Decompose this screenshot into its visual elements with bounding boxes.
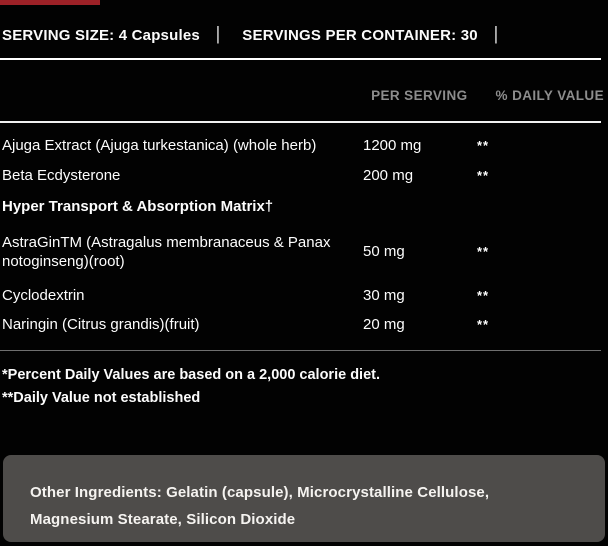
ingredient-daily-value: ** [477,138,490,153]
divider-line [0,58,601,60]
ingredients-table [0,131,608,339]
ingredient-row [0,131,608,161]
ingredient-name: Ajuga Extract (Ajuga turkestanica) (whole herb) [2,137,317,154]
separator-pipe: | [215,24,221,45]
ingredient-daily-value: ** [477,317,490,332]
ingredient-amount: 1200 mg [363,137,422,154]
column-header-row [0,88,608,103]
ingredient-amount: 30 mg [363,287,405,304]
separator-pipe: | [493,24,499,45]
accent-bar [0,0,100,5]
ingredient-name: Beta Ecdysterone [2,167,121,184]
ingredient-row [0,161,608,191]
ingredient-name: Cyclodextrin [2,287,85,304]
ingredient-row [0,281,608,311]
servings-per-container: SERVINGS PER CONTAINER: 30 [242,26,478,44]
serving-size: SERVING SIZE: 4 Capsules [2,26,200,44]
divider-line [0,121,601,123]
ingredient-name: AstraGinTM (Astragalus membranaceus & Panax notoginseng)(root) [2,233,331,270]
ingredient-amount: 20 mg [363,316,405,333]
ingredient-amount: 200 mg [363,167,414,184]
daily-value-column-header: % DAILY VALUE [495,88,604,103]
ingredient-name: Naringin (Citrus grandis)(fruit) [2,316,200,333]
ingredient-row [0,311,608,339]
percent-daily-value-footnote: *Percent Daily Values are based on a 2,000 calorie diet. [2,366,380,383]
other-ingredients-box [3,455,605,542]
daily-value-not-established-footnote: **Daily Value not established [2,389,201,406]
matrix-section-title: Hyper Transport & Absorption Matrix† [2,198,274,215]
matrix-section-header-row [0,191,608,223]
ingredient-row [0,223,608,281]
ingredient-daily-value: ** [477,288,490,303]
ingredient-amount: 50 mg [363,243,405,260]
ingredient-daily-value: ** [477,244,490,259]
footnotes [0,351,608,410]
per-serving-column-header: PER SERVING [371,88,468,103]
ingredient-daily-value: ** [477,168,490,183]
other-ingredients-text: Other Ingredients: Gelatin (capsule), Microcrystalline Cellulose, Magnesium Stearate, Silicon Dioxide [30,484,490,528]
serving-info-row [0,21,608,49]
